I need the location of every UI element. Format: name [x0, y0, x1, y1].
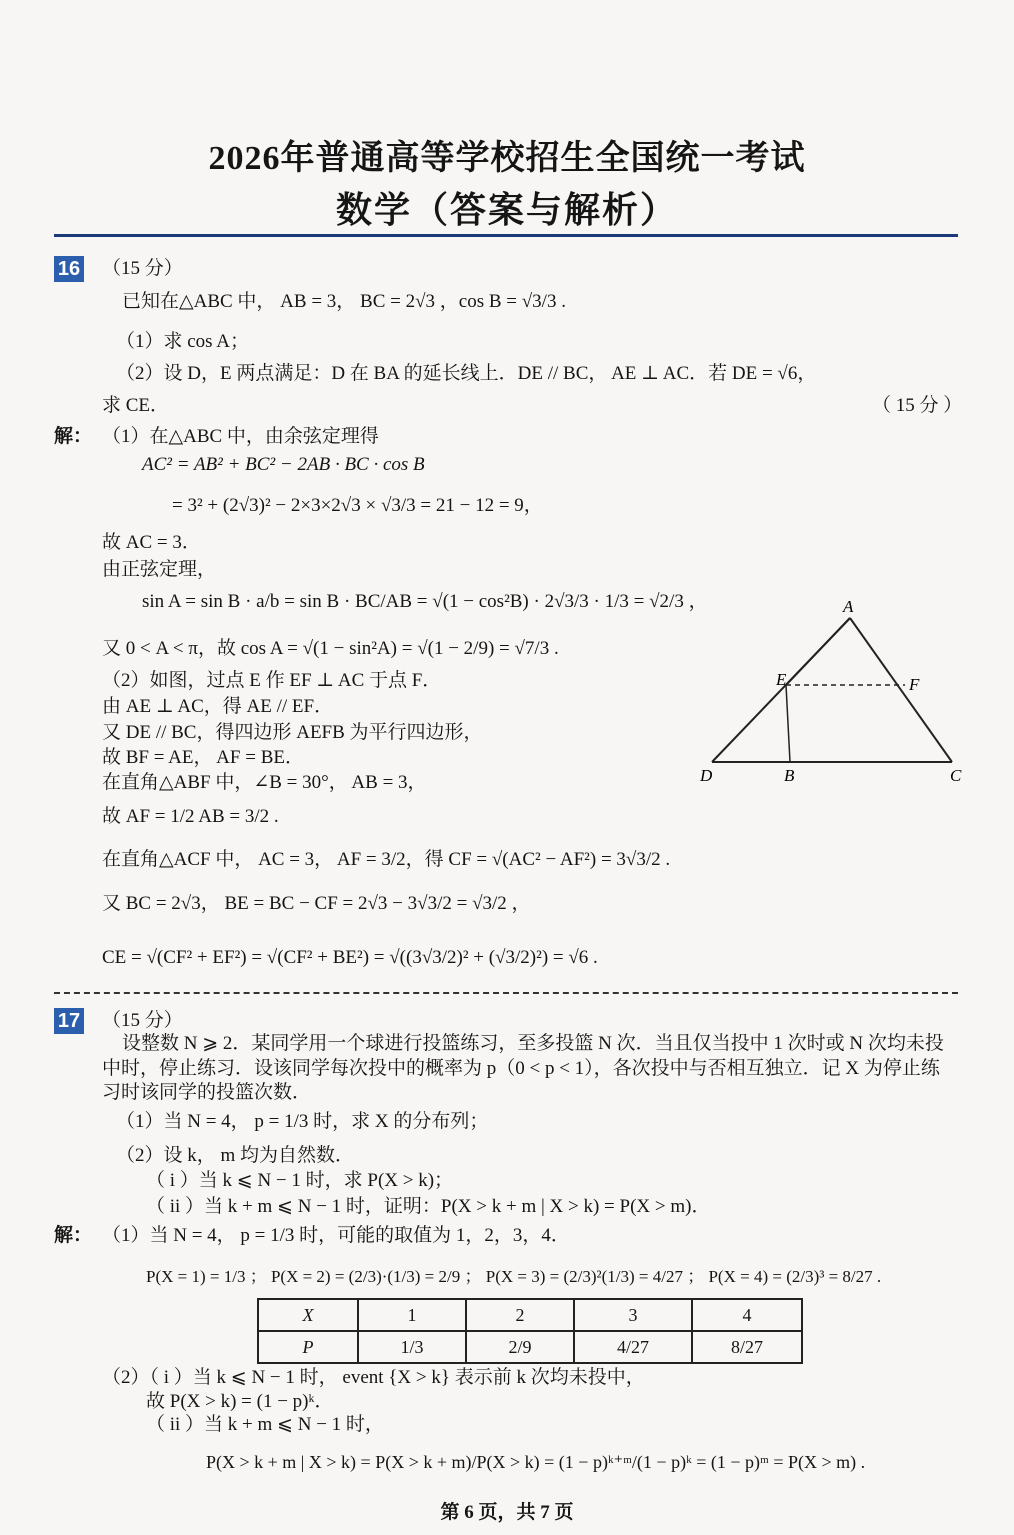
question-number-16: 16 — [54, 256, 84, 282]
triangle-figure — [690, 592, 980, 792]
page-footer: 第 6 页，共 7 页 — [440, 1502, 574, 1523]
label-c: C — [950, 766, 962, 785]
table-cell: 2 — [466, 1299, 574, 1331]
q17-stem: 设整数 N ⩾ 2．某同学用一个球进行投篮练习，至多投篮 N 次．当且仅当投中 1 次时或 N 次均未投 — [122, 1033, 944, 1054]
q16-sol-line: （1）在△ABC 中，由余弦定理得 — [102, 426, 379, 447]
q16-sol-line: 又 DE // BC，得四边形 AEFB 为平行四边形， — [102, 722, 483, 743]
q17-sol-line: P(X > k + m | X > k) = P(X > k + m)/P(X > k) = (1 − p)ᵏ⁺ᵐ/(1 − p)ᵏ = (1 − p)ᵐ = P(X > m) . — [206, 1452, 866, 1472]
q16-sol-line: CE = √(CF² + EF²) = √(CF² + BE²) = √((3√3/2)² + (√3/2)²) = √6 . — [102, 947, 598, 968]
q16-part2a: （2）设 D，E 两点满足：D 在 BA 的延长线上．DE // BC， AE ⊥ AC．若 DE = √6， — [116, 363, 817, 384]
q16-sol-line: 在直角△ABF 中，∠B = 30°， AB = 3， — [102, 772, 427, 793]
q17-sol-line: （1）当 N = 4， p = 1/3 时，可能的取值为 1，2，3，4． — [102, 1225, 570, 1246]
table-cell: 2/9 — [466, 1331, 574, 1363]
section-divider — [54, 992, 958, 994]
segment-ac — [850, 618, 952, 762]
q17-part2i: （ i ）当 k ⩽ N − 1 时，求 P(X > k)； — [146, 1170, 454, 1191]
q16-points: （15 分） — [102, 258, 183, 279]
q17-sol-line: 故 P(X > k) = (1 − p)ᵏ． — [146, 1391, 334, 1412]
q17-sol-line: P(X = 1) = 1/3 ； P(X = 2) = (2/3)·(1/3) = 2/9 ； P(X = 3) = (2/3)²(1/3) = 4/27 ； P(X = 4) = (2/3)³ = 8/27 . — [146, 1267, 882, 1286]
label-b: B — [784, 766, 795, 785]
q16-sol-line: （2）如图，过点 E 作 EF ⊥ AC 于点 F． — [102, 670, 442, 691]
q17-sol-line: （ ii ）当 k + m ⩽ N − 1 时， — [146, 1414, 384, 1435]
table-cell: 4 — [692, 1299, 802, 1331]
q17-sol-line: （2）（ i ）当 k ⩽ N − 1 时， event {X > k} 表示前 k 次均未投中， — [102, 1367, 645, 1388]
q17-stem: 中时，停止练习．设该同学每次投中的概率为 p（0 < p < 1），各次投中与否相互独立．记 X 为停止练 — [102, 1058, 940, 1079]
q16-sol-line: AC² = AB² + BC² − 2AB · BC · cos B — [142, 454, 425, 475]
table-cell: 1/3 — [358, 1331, 466, 1363]
table-cell: 3 — [574, 1299, 692, 1331]
q16-sol-line: sin A = sin B · a/b = sin B · BC/AB = √(1 − cos²B) · 2√3/3 · 1/3 = √2/3 ， — [142, 591, 708, 612]
q16-part2b: 求 CE． — [102, 395, 170, 416]
q16-sol-line: = 3² + (2√3)² − 2×3×2√3 × √3/3 = 21 − 12 = 9， — [172, 495, 543, 516]
label-e: E — [776, 670, 787, 689]
label-d: D — [700, 766, 713, 785]
question-number-17: 17 — [54, 1008, 84, 1034]
exam-title: 2026年普通高等学校招生全国统一考试 — [208, 140, 806, 177]
q16-sol-line: 故 BF = AE， AF = BE． — [102, 747, 304, 768]
q16-points-right: （ 15 分 ） — [872, 395, 963, 416]
distribution-table — [257, 1298, 803, 1364]
q16-solution-label: 解： — [54, 426, 93, 447]
table-cell: 8/27 — [692, 1331, 802, 1363]
q17-points: （15 分） — [102, 1010, 183, 1031]
table-row — [258, 1299, 802, 1331]
q16-sol-line: 又 BC = 2√3， BE = BC − CF = 2√3 − 3√3/2 = √3/2 ， — [102, 893, 531, 914]
q16-sol-line: 故 AF = 1/2 AB = 3/2 . — [102, 806, 279, 827]
q17-part1: （1）当 N = 4， p = 1/3 时，求 X 的分布列； — [116, 1111, 489, 1132]
table-cell: 4/27 — [574, 1331, 692, 1363]
q16-sol-line: 由 AE ⊥ AC，得 AE // EF． — [102, 696, 334, 717]
q16-sol-line: 又 0 < A < π，故 cos A = √(1 − sin²A) = √(1 − 2/9) = √7/3 . — [102, 638, 559, 659]
table-cell: P — [258, 1331, 358, 1363]
q16-sol-line: 由正弦定理， — [102, 559, 217, 580]
segment-eb — [786, 685, 790, 762]
label-a: A — [843, 597, 854, 616]
q16-part1: （1）求 cos A； — [116, 331, 250, 352]
q17-stem: 习时该同学的投篮次数． — [102, 1082, 312, 1103]
table-cell: 1 — [358, 1299, 466, 1331]
q16-given: 已知在△ABC 中， AB = 3， BC = 2√3 ，cos B = √3/3 . — [122, 291, 566, 312]
segment-ae — [786, 618, 850, 685]
q16-sol-line: 故 AC = 3． — [102, 532, 201, 553]
exam-subtitle: 数学（答案与解析） — [335, 190, 678, 230]
table-cell: X — [258, 1299, 358, 1331]
q17-part2: （2）设 k， m 均为自然数． — [116, 1145, 355, 1166]
q17-part2ii: （ ii ）当 k + m ⩽ N − 1 时，证明：P(X > k + m | X > k) = P(X > m)． — [146, 1196, 711, 1217]
title-rule — [54, 234, 958, 237]
label-f: F — [909, 675, 920, 694]
q16-sol-line: 在直角△ACF 中， AC = 3， AF = 3/2，得 CF = √(AC² − AF²) = 3√3/2 . — [102, 849, 671, 870]
q17-solution-label: 解： — [54, 1225, 93, 1246]
table-row — [258, 1331, 802, 1363]
